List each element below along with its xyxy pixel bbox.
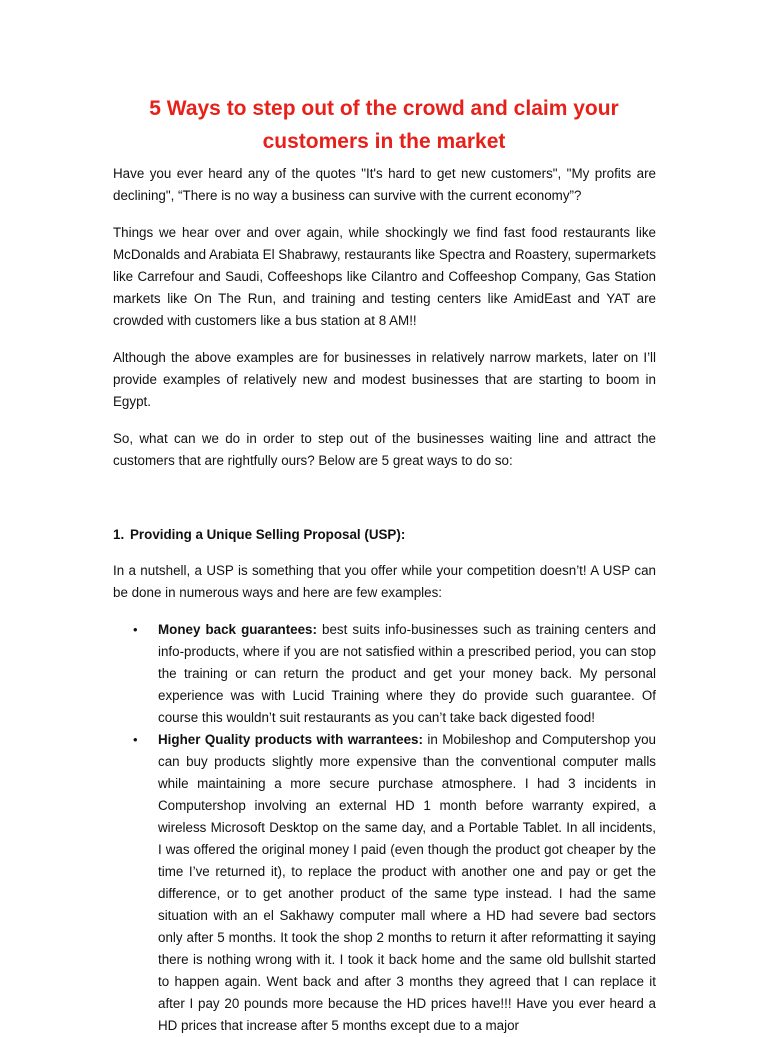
section-intro: In a nutshell, a USP is something that you offer while your competition doesn’t! A USP can be done in numerous ways and here are few examples:: [113, 563, 656, 600]
paragraph-markets: Although the above examples are for businesses in relatively narrow markets, later on I’ll provide examples of relatively new and modest businesses that are starting to boom in Egypt.: [113, 350, 656, 409]
document-body: [113, 163, 656, 1037]
bullet-text: in Mobileshop and Computershop you can buy products slightly more expensive than the conventional computer malls while maintaining a more secure purchase atmosphere. I had 3 incidents in Computershop involving an external HD 1 month before warranty expired, a wireless Microsoft Desktop on the same day, and a Portable Tablet. In all incidents, I was offered the original money I paid (even though the product got cheaper by the time I’ve returned it), to replace the product with another one and pay or get the difference, or to get another product of the same type instead. I had the same situation with an el Sakhawy computer mall where a HD had severe bad sectors only after 5 months. It took the shop 2 months to return it after reformatting it saying there is nothing wrong with it. I took it back home and the same old bullshit started to happen again. Went back and after 3 months they agreed that I can replace it after I pay 20 pounds more because the HD prices have!!! Have you ever heard a HD prices that increase after 5 months except due to a major: [158, 732, 656, 1033]
bullet-lead: Higher Quality products with warrantees:: [158, 732, 423, 747]
document-title: 5 Ways to step out of the crowd and claim your customers in the market: [149, 97, 619, 153]
paragraph-intro: Have you ever heard any of the quotes "It's hard to get new customers", "My profits are declining", “There is no way a business can survive with the current economy”?: [113, 166, 656, 203]
bullet-lead: Money back guarantees:: [158, 622, 317, 637]
bullet-list: [113, 619, 656, 1037]
paragraph-examples: Things we hear over and over again, while shockingly we find fast food restaurants like McDonalds and Arabiata El Shabrawy, restaurants like Spectra and Roastery, supermarkets like Carrefour and Saudi, Coffeeshops like Cilantro and Coffeeshop Company, Gas Station markets like On The Run, and training and testing centers like AmidEast and YAT are crowded with customers like a bus station at 8 AM!!: [113, 225, 656, 328]
paragraph-question: So, what can we do in order to step out of the businesses waiting line and attract the customers that are rightfully ours? Below are 5 great ways to do so:: [113, 431, 656, 468]
section-heading: [113, 524, 656, 546]
list-item: [113, 619, 656, 729]
list-item: [113, 729, 656, 1037]
section-number: 1.: [113, 527, 125, 542]
bullet-glyph: •: [133, 732, 138, 747]
bullet-glyph: •: [133, 622, 138, 637]
section-title: Providing a Unique Selling Proposal (USP):: [130, 527, 406, 542]
bullet-text: best suits info-businesses such as training centers and info-products, where if you are not satisfied within a prescribed period, you can stop the training or can return the product and get your money back. My personal experience was with Lucid Training where they do provide such guarantee. Of course this wouldn’t suit restaurants as you can’t take back digested food!: [158, 622, 656, 725]
